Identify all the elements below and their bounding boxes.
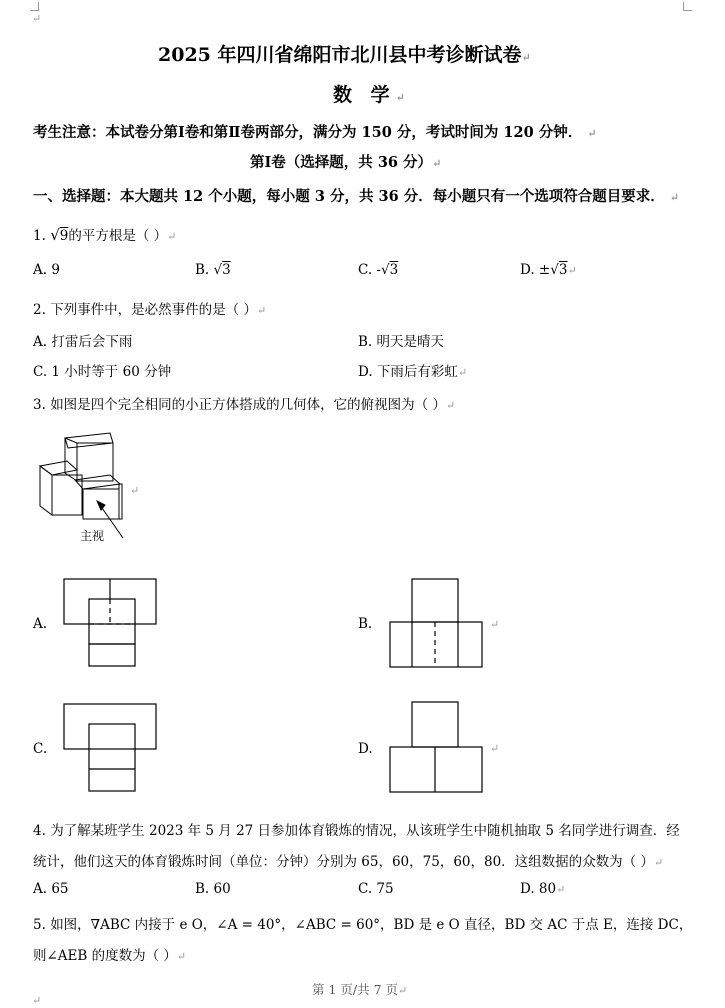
question-5-stem-line1: 5. 如图，∇ABC 内接于 e O，∠A = 40°，∠ABC = 60°，BD 是 e O 直径，BD 交 AC 于点 E，连接 DC， — [33, 917, 693, 933]
question-1-stem: 1. √9的平方根是（ ）↵ — [33, 226, 177, 244]
question-2-option-b: B. 明天是晴天 — [358, 334, 445, 350]
question-3-option-b: B. — [358, 616, 373, 632]
question-2-option-d: D. 下雨后有彩虹↵ — [358, 364, 468, 380]
sqrt-symbol: √ — [50, 226, 60, 244]
option-d-figure — [388, 700, 488, 794]
page-corner-mark — [30, 2, 39, 11]
exam-notice: 考生注意：本试卷分第Ⅰ卷和第Ⅱ卷两部分，满分为 150 分，考试时间为 120 分钟． ↵ — [33, 124, 597, 141]
option-c-figure — [62, 702, 162, 794]
exam-title: 2025 年四川省绵阳市北川县中考诊断试卷↵ — [158, 44, 531, 66]
front-view-label: 主视 — [80, 529, 105, 543]
question-5-stem-line2: 则∠AEB 的度数为（ ）↵ — [33, 948, 187, 964]
question-2-stem: 2. 下列事件中，是必然事件的是（ ）↵ — [33, 302, 267, 318]
question-4-option-c: C. 75 — [358, 881, 394, 897]
question-4-stem-line2: 统计，他们这天的体育锻炼时间（单位：分钟）分别为 65，60，75，60，80．这组数据的众数为（ ）↵ — [33, 854, 664, 870]
page-corner-mark — [683, 2, 692, 11]
subject-title: 数 学↵ — [333, 84, 411, 106]
question-4-stem-line1: 4. 为了解某班学生 2023 年 5 月 27 日参加体育锻炼的情况，从该班学生中随机抽取 5 名同学进行调查．经 — [33, 823, 680, 839]
question-4-option-a: A. 65 — [33, 881, 69, 897]
paragraph-mark: ↵ — [130, 484, 140, 497]
question-1-option-a: A. 9 — [33, 262, 60, 278]
question-4-option-b: B. 60 — [195, 881, 231, 897]
question-1-option-c: C. -√3 — [358, 262, 399, 278]
page-footer: 第 1 页/共 7 页↵ — [312, 982, 408, 997]
paragraph-mark: ↵ — [490, 618, 500, 631]
question-1-option-d: D. ±√3↵ — [520, 262, 577, 278]
question-3-option-d: D. — [358, 741, 373, 757]
paragraph-mark: ↵ — [32, 994, 42, 1007]
option-a-figure — [62, 577, 162, 669]
paragraph-mark: ↵ — [490, 742, 500, 755]
question-4-option-d: D. 80↵ — [520, 881, 566, 897]
paragraph-mark: ↵ — [32, 12, 42, 25]
question-3-option-a: A. — [33, 616, 48, 632]
question-2-option-c: C. 1 小时等于 60 分钟 — [33, 364, 172, 380]
section1-heading: 一、选择题：本大题共 12 个小题，每小题 3 分，共 36 分．每小题只有一个选项符合题目要求． ↵ — [33, 188, 680, 205]
part1-heading: 第Ⅰ卷（选择题，共 36 分）↵ — [250, 154, 442, 171]
option-b-figure — [388, 577, 488, 669]
question-3-stem: 3. 如图是四个完全相同的小正方体搭成的几何体，它的俯视图为（ ）↵ — [33, 397, 456, 413]
question-1-option-b: B. √3 — [195, 262, 231, 278]
question-3-option-c: C. — [33, 741, 48, 757]
question-2-option-a: A. 打雷后会下雨 — [33, 334, 133, 350]
